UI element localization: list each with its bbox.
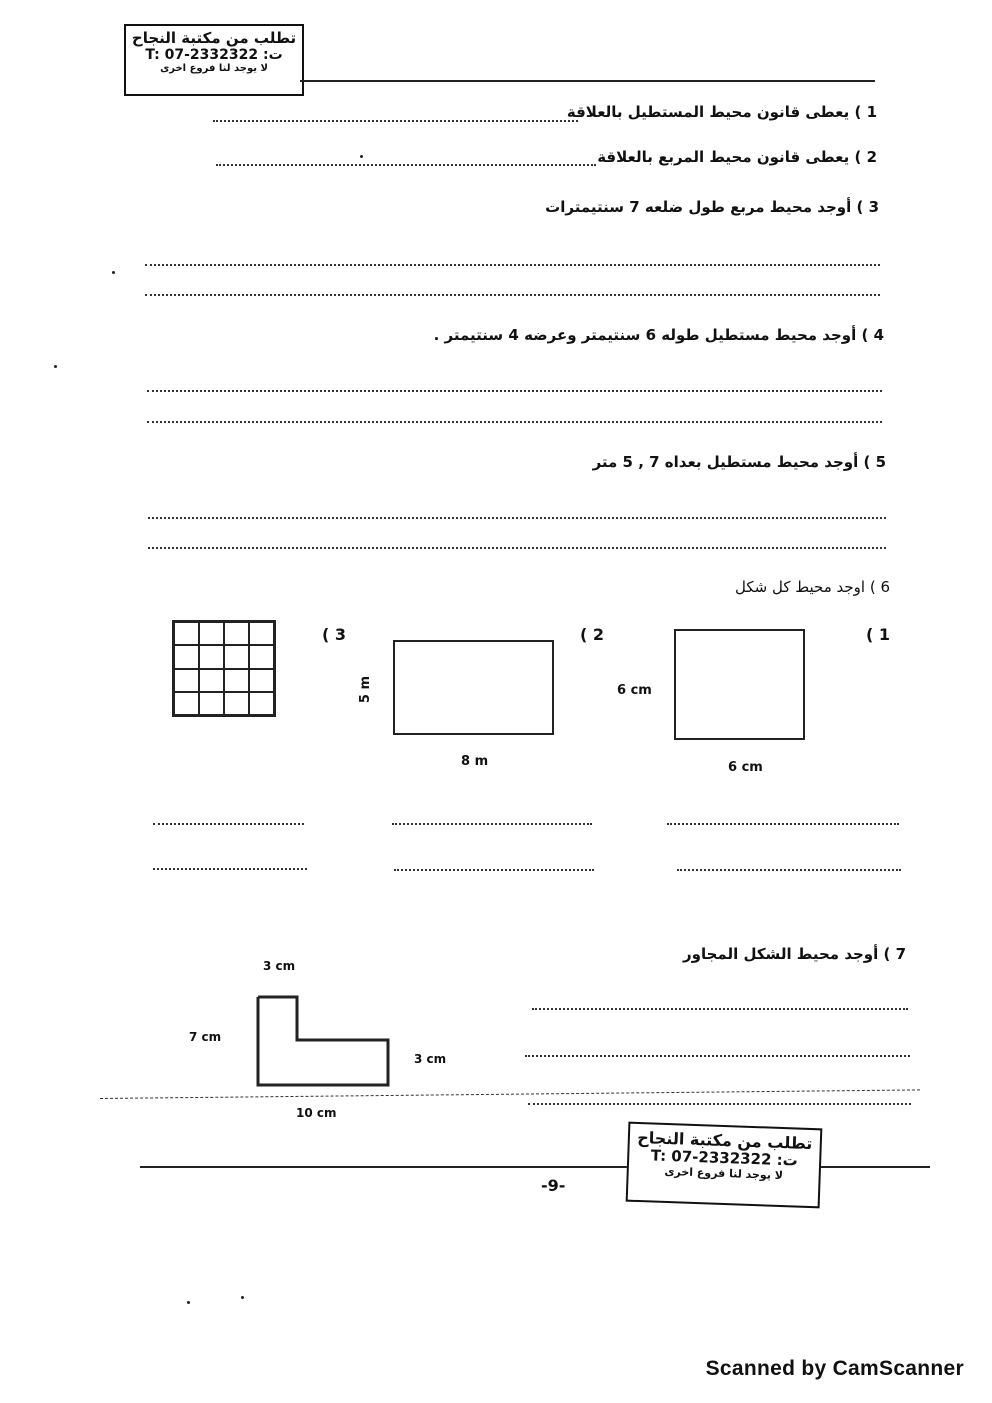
answer-line[interactable]	[216, 164, 596, 166]
square-width-label: 6 cm	[728, 760, 763, 775]
answer-line[interactable]	[153, 868, 307, 870]
stamp-top-line1: تطلب من مكتبة النجاح	[131, 29, 297, 47]
answer-line[interactable]	[528, 1103, 911, 1105]
square-figure	[674, 629, 805, 740]
square-height-label: 6 cm	[617, 683, 652, 698]
answer-line[interactable]	[392, 823, 592, 825]
page-number: -9-	[541, 1176, 566, 1195]
scan-speck	[360, 155, 363, 158]
answer-line[interactable]	[148, 547, 886, 549]
answer-line[interactable]	[213, 120, 578, 122]
answer-line[interactable]	[525, 1055, 910, 1057]
stamp-top-line2: T: 07-2332322 :ت	[145, 47, 283, 64]
answer-line[interactable]	[677, 869, 901, 871]
shape-number-3: ( 3	[322, 625, 347, 644]
question-5: 5 ) أوجد محيط مستطيل بعداه 7 , 5 متر	[592, 453, 886, 471]
divider-line	[100, 1089, 920, 1099]
rectangle-figure	[393, 640, 554, 735]
question-6: 6 ) اوجد محيط كل شكل	[735, 578, 890, 596]
l-shape-right-label: 3 cm	[414, 1052, 447, 1066]
question-7: 7 ) أوجد محيط الشكل المجاور	[682, 945, 906, 963]
l-shape-left-label: 7 cm	[189, 1030, 222, 1044]
scanner-footer: Scanned by CamScanner	[705, 1357, 964, 1380]
answer-line[interactable]	[145, 294, 880, 296]
question-4: 4 ) أوجد محيط مستطيل طوله 6 سنتيمتر وعرضه 4 سنتيمتر .	[433, 326, 884, 344]
stamp-bottom-line1: تطلب من مكتبة النجاح	[636, 1127, 813, 1154]
answer-line[interactable]	[148, 517, 886, 519]
grid-figure	[172, 620, 276, 717]
question-3: 3 ) أوجد محيط مربع طول ضلعه 7 سنتيمترات	[545, 198, 879, 216]
l-shape-top-label: 3 cm	[263, 959, 296, 973]
rectangle-width-label: 8 m	[461, 754, 489, 769]
rectangle-height-label: 5 m	[358, 675, 374, 704]
stamp-top-line3: لا يوجد لنا فروع اخرى	[160, 63, 268, 75]
scan-speck	[241, 1296, 244, 1299]
scan-speck	[187, 1301, 190, 1304]
answer-line[interactable]	[147, 421, 882, 423]
answer-line[interactable]	[153, 823, 304, 825]
question-2: 2 ) يعطى قانون محيط المربع بالعلاقة	[597, 148, 877, 166]
answer-line[interactable]	[147, 390, 882, 392]
stamp-top	[124, 24, 304, 96]
scan-speck	[54, 365, 57, 368]
answer-line[interactable]	[532, 1008, 908, 1010]
shape-number-1: ( 1	[866, 625, 891, 644]
l-shape-bottom-label: 10 cm	[296, 1106, 337, 1120]
l-shape-figure	[250, 990, 395, 1092]
scan-speck	[112, 271, 115, 274]
question-1: 1 ) يعطى قانون محيط المستطيل بالعلاقة	[566, 103, 877, 121]
answer-line[interactable]	[667, 823, 899, 825]
stamp-bottom-line3: لا يوجد لنا فروع اخرى	[664, 1164, 784, 1182]
stamp-bottom	[626, 1122, 823, 1209]
shape-number-2: ( 2	[580, 625, 605, 644]
answer-line[interactable]	[394, 869, 594, 871]
top-rule	[300, 80, 875, 82]
stamp-bottom-line2: T: 07-2332322 :ت	[650, 1146, 799, 1170]
answer-line[interactable]	[145, 264, 880, 266]
